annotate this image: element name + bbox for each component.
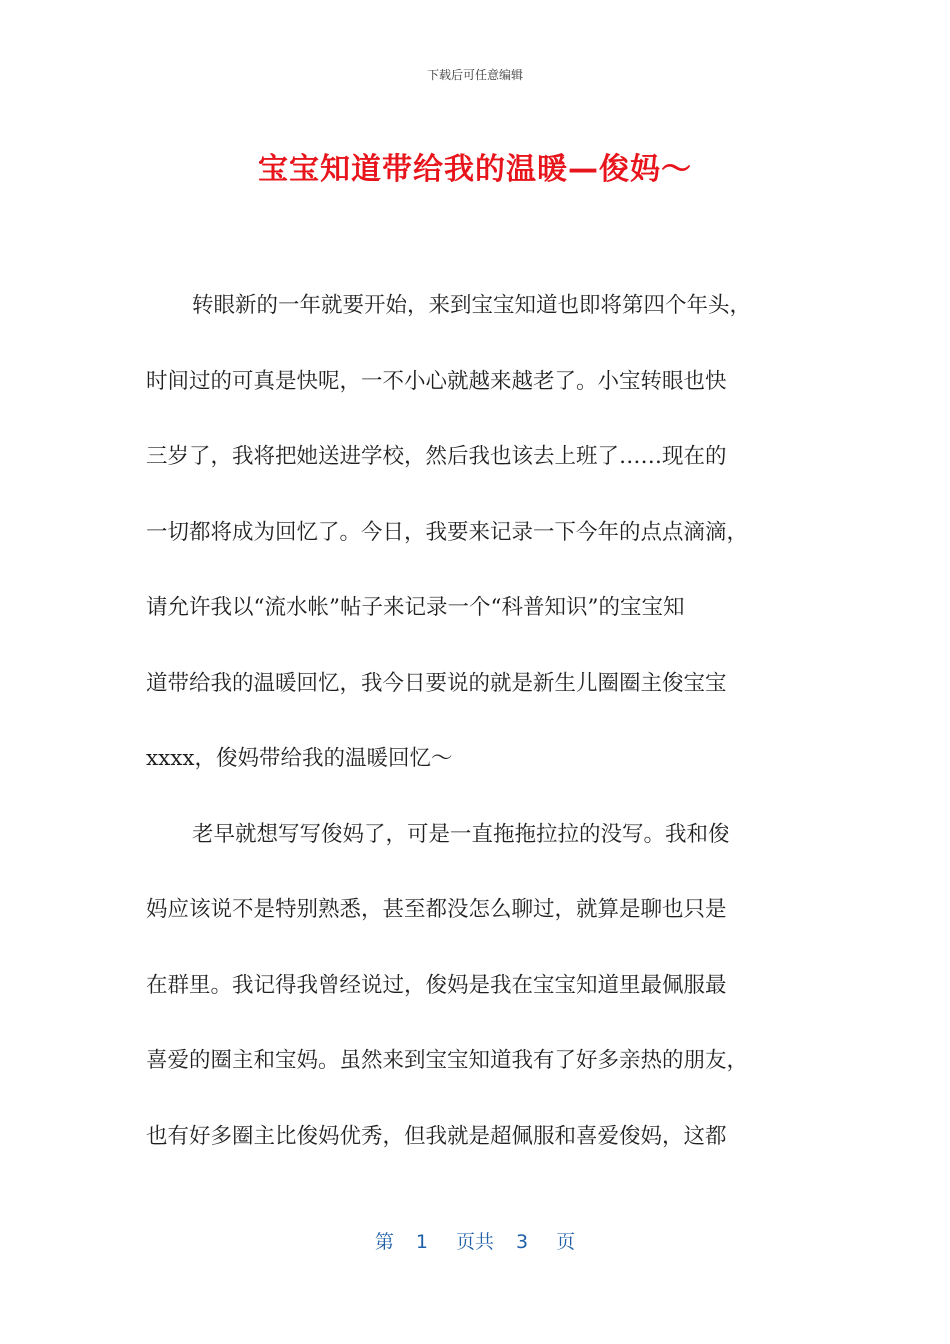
paragraph-line: 在群里。我记得我曾经说过，俊妈是我在宝宝知道里最佩服最 [146,972,727,998]
footer-total-pages: 3 [516,1231,529,1253]
paragraph-1 [146,268,806,797]
header-note: 下载后可任意编辑 [426,68,523,82]
paragraph-line: 喜爱的圈主和宝妈。虽然来到宝宝知道我有了好多亲热的朋友， [146,1048,749,1073]
paragraph-line: 请允许我以“流水帐”帖子来记录一个“科普知识”的宝宝知 [146,595,685,620]
footer-current-page: 1 [415,1231,428,1253]
footer-suffix: 页 [556,1231,576,1253]
paragraph-line: 道带给我的温暖回忆，我今日要说的就是新生儿圈圈主俊宝宝 [146,670,727,696]
paragraph-line: xxxx，俊妈带给我的温暖回忆～ [146,746,453,771]
document-title: 宝宝知道带给我的温暖—俊妈～ [258,152,692,187]
page-footer [0,1227,950,1254]
paragraph-line: 老早就想写写俊妈了，可是一直拖拖拉拉的没写。我和俊 [192,821,730,847]
paragraph-line: 三岁了，我将把她送进学校，然后我也该去上班了……现在的 [146,444,727,469]
paragraph-line: 转眼新的一年就要开始，来到宝宝知道也即将第四个年头， [192,293,752,318]
document-body [146,268,806,1174]
paragraph-line: 时间过的可真是快呢，一不小心就越来越老了。小宝转眼也快 [146,368,727,394]
paragraph-line: 也有好多圈主比俊妈优秀，但我就是超佩服和喜爱俊妈，这都 [146,1123,727,1149]
footer-mid: 页共 [455,1231,494,1253]
paragraph-2 [146,797,806,1175]
footer-prefix: 第 [374,1231,394,1253]
paragraph-line: 一切都将成为回忆了。今日，我要来记录一下今年的点点滴滴， [146,519,749,545]
paragraph-line: 妈应该说不是特别熟悉，甚至都没怎么聊过，就算是聊也只是 [146,897,727,922]
